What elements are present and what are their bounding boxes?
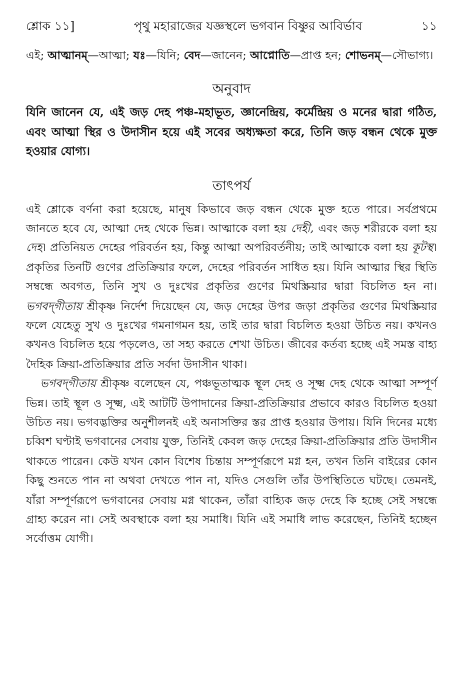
synonym-word: আপ্নোতি [249, 48, 290, 62]
purport-term: দেহী, [290, 221, 314, 235]
purport-body [26, 200, 437, 549]
page-number: ১১ [421, 19, 437, 33]
synonym-meaning: —আত্মা; [87, 49, 134, 62]
purport-text: । প্রতিনিয়ত দেহের পরিবর্তন হয়, কিন্তু আত্মা অপরিবর্তনীয়; তাই আত্মাকে বলা হয় [42, 241, 412, 255]
synonym-word: আত্মানম্‌ [47, 48, 88, 62]
purport-text: শ্রীকৃষ্ণ নির্দেশ দিয়েছেন যে, জড় দেহের উপর জড়া প্রকৃতির গুণের মিথস্ক্রিয়ার ফলে যেহেতু সুখ ও দুঃখের গমনাগমন হয়, তাই তার দ্বারা বিচলিত হওয়া উচিত নয়। কখনও কখনও বিচলিত হয়ে পড়লেও, তা সহ্য করতে শেখা উচিত। জীবের কর্তব্য হচ্ছে এই সমস্ত বাহ্য দৈহিক ক্রিয়া-প্রতিক্রিয়ার প্রতি সর্বদা উদাসীন থাকা। [26, 299, 437, 371]
synonym-word: শোভনম্‌ [345, 48, 381, 62]
purport-term: কূটস্থ [411, 241, 434, 255]
synonym-meaning: —যিনি; [145, 49, 184, 62]
synonym-word: যঃ [133, 48, 146, 62]
purport-term: ভগবদ্‌গীতায় [40, 377, 97, 391]
purport-term: দেহ [26, 241, 43, 255]
purport-term: ভগবদ্‌গীতায় [26, 299, 83, 313]
translation-heading: অনুবাদ [212, 81, 251, 97]
purport-text: । প্রকৃতির তিনটি গুণের প্রতিক্রিয়ার ফলে, দেহের পরিবর্তন সাধিত হয়। যিনি আত্মার স্থির স্থিতি সম্বন্ধে অবগত, তিনি সুখ ও দুঃখের প্রকৃতির গুণের মিথস্ক্রিয়ার দ্বারা বিচলিত হন না। [26, 241, 437, 294]
purport-text: এই শ্লোকে বর্ণনা করা হয়েছে, মানুষ কিভাবে জড় বন্ধন থেকে মুক্ত হতে পারে। সর্বপ্রথমে জানতে হবে যে, আত্মা দেহ থেকে ভিন্ন। আত্মাকে বলা হয় [26, 202, 437, 235]
synonyms [26, 46, 437, 65]
translation-text: যিনি জানেন যে, এই জড় দেহ পঞ্চ-মহাভূত, জ্ঞানেন্দ্রিয়, কর্মেন্দ্রিয় ও মনের দ্বারা গঠিত, এবং আত্মা স্থির ও উদাসীন হয়ে এই সবের অধ্যক্ষতা করে, তিনি জড় বন্ধন থেকে মুক্ত হওয়ার যোগ্য। [26, 105, 437, 158]
purport-paragraph [26, 200, 437, 375]
synonym-meaning: —সৌভাগ্য। [380, 49, 434, 62]
purport-heading: তাৎপর্য [212, 177, 251, 194]
synonym-word: বেদ [183, 48, 201, 62]
purport-text: এবং জড় শরীরকে বলা হয় [313, 221, 437, 235]
synonym-meaning: —প্রাপ্ত হন; [289, 49, 342, 62]
purport-text: শ্রীকৃষ্ণ বলেছেন যে, পঞ্চভূতাত্মক স্থূল দেহ ও সূক্ষ্ম দেহ থেকে আত্মা সম্পূর্ণ ভিন্ন। তাই স্থূল ও সূক্ষ্ম, এই আটটি উপাদানের ক্রিয়া-প্রতিক্রিয়ার প্রভাবে কারও বিচলিত হওয়া উচিত নয়। ভগবদ্ভক্তির অনুশীলনই এই অনাসক্তির স্তর প্রাপ্ত হওয়ার উপায়। যিনি দিনের মধ্যে চব্বিশ ঘণ্টাই ভগবানের সেবায় যুক্ত, তিনিই কেবল জড় দেহের ক্রিয়া-প্রতিক্রিয়ার প্রতি উদাসীন থাকতে পারেন। কেউ যখন কোন বিশেষ চিন্তায় সম্পূর্ণরূপে মগ্ন হন, তখন তিনি বাইরের কোন কিছু শুনতে পান না অথবা দেখতে পান না, যদিও সেগুলি তাঁর উপস্থিতিতে ঘটছে। তেমনই, যাঁরা সম্পূর্ণরূপে ভগবানের সেবায় মগ্ন থাকেন, তাঁরা বাহ্যিক জড় দেহে কি হচ্ছে সেই সম্বন্ধে গ্রাহ্য করেন না। সেই অবস্থাকে বলা হয় সমাধি। যিনি এই সমাধি লাভ করেছেন, তিনিই হচ্ছেন সর্বোত্তম যোগী। [26, 377, 437, 546]
running-header [26, 18, 437, 34]
chapter-title: পৃথু মহারাজের যজ্ঞস্থলে ভগবান বিষ্ণুর আবির্ভাব [133, 19, 363, 33]
purport-paragraph [26, 374, 437, 549]
synonym-prefix: এই; [26, 49, 48, 62]
synonym-meaning: —জানেন; [200, 49, 250, 62]
verse-label: শ্লোক ১১] [26, 19, 75, 33]
